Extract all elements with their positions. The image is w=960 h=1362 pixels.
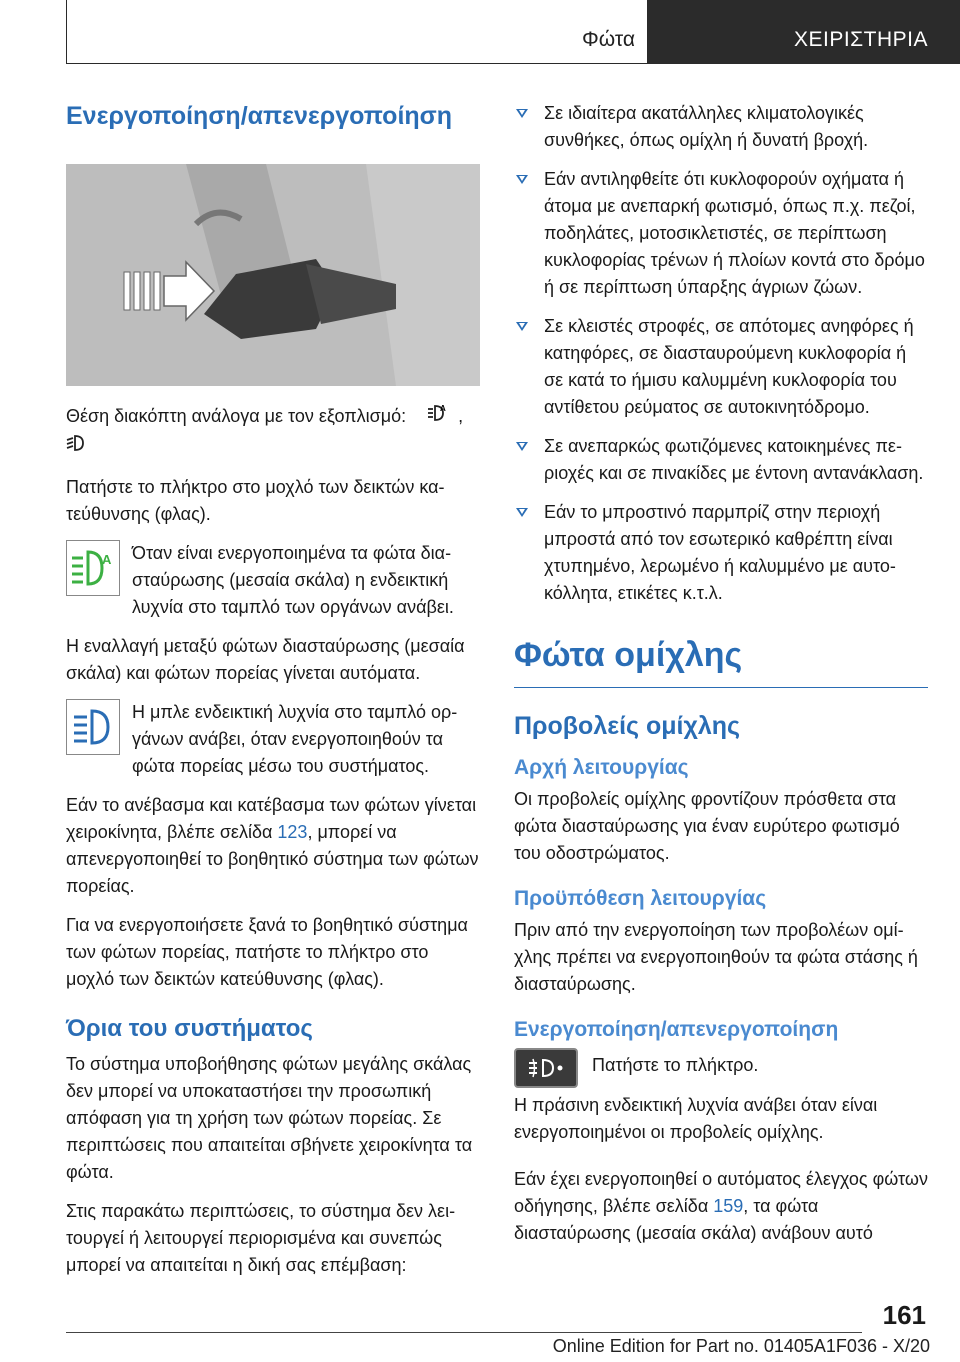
- footer-edition: Online Edition for Part no. 01405A1F036 - X/20: [552, 1336, 930, 1356]
- principle-heading: Αρχή λειτουργίας: [514, 756, 689, 779]
- list-item: Σε ανεπαρκώς φωτιζόμενες κατοικημένες περιοχές και σε πινακίδες με έντονη αντανάκλαση.: [514, 433, 928, 487]
- green-indicator-paragraph: Η πράσινη ενδεικτική λυχνία ανάβει όταν είναι ενεργοποιημένοι οι προβολείς ομίχλης.: [514, 1095, 878, 1142]
- svg-text:A: A: [102, 552, 112, 567]
- stalk-photo: [66, 164, 480, 386]
- blue-high-beam-indicator-icon: [66, 699, 120, 755]
- page-link-159[interactable]: 159: [713, 1196, 744, 1216]
- limits-paragraph-1: Το σύστημα υποβοήθησης φώτων μεγάλης σκάλας δεν μπορεί να υποκαταστήσει την προσωπική απόφαση για τη χρήση των φώτων πορείας. Σε περιπτώσεις που απαιτείται σβήνετε χειροκίνητα τα φώτα.: [66, 1054, 473, 1182]
- press-stalk-paragraph: Πατήστε το πλήκτρο στο μοχλό των δεικτών κατεύθυνσης (φλας).: [66, 477, 445, 524]
- auto-high-beam-icon: [427, 402, 449, 432]
- right-column: [514, 100, 928, 1259]
- left-column: [66, 100, 480, 1291]
- header-chapter-box: [648, 0, 960, 64]
- onoff-heading: Ενεργοποίηση/απενεργοποίηση: [66, 102, 453, 130]
- fog-lights-heading: Φώτα ομίχλης: [514, 633, 928, 688]
- fog-button-row: Πατήστε το πλήκτρο.: [514, 1048, 928, 1088]
- footer-divider: [66, 1332, 862, 1333]
- page-link-123[interactable]: 123: [277, 822, 308, 842]
- list-item: Σε κλειστές στροφές, σε απότομες ανηφόρες ή κατηφόρες, σε διασταυρούμενη κυκλοφορία ή σε κατά το ήμισυ καλυμμένη κυκλοφορία του αντίθετου ρεύματος σε αυτοκινητόδρομο.: [514, 313, 928, 421]
- header-left-box: [66, 0, 648, 64]
- prerequisite-paragraph: Πριν από την ενεργοποίηση των προβολέων ομίχλης πρέπει να ενεργοποιηθούν τα φώτα στάσης ή διασταύρωσης.: [514, 920, 918, 994]
- auto-lights-paragraph: Εάν έχει ενεργοποιηθεί ο αυτόματος έλεγχος φώτων οδήγησης, βλέπε σελίδα 159, τα φώτα διασταύρωσης (μεσαία σκάλα) ανάβουν αυτό: [514, 1169, 928, 1243]
- position-paragraph: Θέση διακόπτη ανάλογα με τον εξοπλισμό: A ,: [66, 402, 480, 462]
- reactivate-paragraph: Για να ενεργοποιήσετε ξανά το βοηθητικό σύστημα των φώτων πορείας, πατήστε το πλήκτρο στο μοχλό των δεικτών κατεύθυνσης (φλας).: [66, 915, 468, 989]
- low-beam-indicator-note: A Όταν είναι ενεργοποιημένα τα φώτα διασταύρωσης (μεσαία σκάλα) η ενδεικτική λυχνία στο ταμπλό των οργάνων ανάβει.: [66, 540, 480, 621]
- green-low-beam-indicator-icon: [66, 540, 120, 596]
- prerequisite-heading: Προϋπόθεση λειτουργίας: [514, 887, 767, 910]
- fog-lamps-heading: Προβολείς ομίχλης: [514, 712, 741, 740]
- page-number: 161: [882, 1300, 926, 1330]
- triangle-bullet-icon: [516, 442, 528, 451]
- principle-paragraph: Οι προβολείς ομίχλης φροντίζουν πρόσθετα στα φώτα διασταύρωσης για έναν ευρύτερο φωτισμό του οδοστρώματος.: [514, 789, 900, 863]
- triangle-bullet-icon: [516, 175, 528, 184]
- svg-text:A: A: [440, 404, 446, 413]
- triangle-bullet-icon: [516, 508, 528, 517]
- list-item: Εάν αντιληφθείτε ότι κυκλοφορούν οχήματα ή άτομα με ανεπαρκή φωτισμό, όπως π.χ. πεζοί, ποδηλάτες, μοτοσικλετιστές, σε περίπτωση κυκλοφορίας τρένων ή πλοίων κοντά στο δρόμο ή σε περίπτωση ύπαρξης άγριων ζώων.: [514, 166, 928, 301]
- list-item: Εάν το μπροστινό παρμπρίζ στην περιοχή μπροστά από τον εσωτερικό καθρέπτη είναι χτυπημένο, λερωμένο ή καλυμμένο με αυτοκόλλητα, ετικέτες κ.τ.λ.: [514, 499, 928, 607]
- fog-onoff-heading: Ενεργοποίηση/απενεργοποίηση: [514, 1018, 839, 1041]
- section-title: Φώτα: [582, 28, 635, 51]
- list-item: Σε ιδιαίτερα ακατάλληλες κλιματολογικές συνθήκες, όπως ομίχλη ή δυνατή βροχή.: [514, 100, 928, 154]
- triangle-bullet-icon: [516, 109, 528, 118]
- turn-signal-stalk-illustration: [66, 164, 480, 386]
- limits-heading: Όρια του συστήματος: [66, 1015, 313, 1042]
- manual-paragraph: Εάν το ανέβασμα και κατέβασμα των φώτων γίνεται χειροκίνητα, βλέπε σελίδα 123, μπορεί να απενεργοποιηθεί το βοηθητικό σύστημα των φώτων πορείας.: [66, 795, 479, 896]
- high-beam-indicator-note: Η μπλε ενδεικτική λυχνία στο ταμπλό οργάνων ανάβει, όταν ενεργοποιηθούν τα φώτα πορείας μέσω του συστήματος.: [66, 699, 480, 780]
- high-beam-assist-icon: [66, 432, 88, 462]
- chapter-title: ΧΕΙΡΙΣΤΗΡΙΑ: [793, 28, 928, 51]
- switch-paragraph: Η εναλλαγή μεταξύ φώτων διασταύρωσης (μεσαία σκάλα) και φώτων πορείας γίνεται αυτόματα.: [66, 636, 465, 683]
- limits-list: [514, 100, 928, 607]
- limits-paragraph-2: Στις παρακάτω περιπτώσεις, το σύστημα δεν λειτουργεί ή λειτουργεί περιορισμένα και συνεπώς μπορεί να απαιτείται η δική σας επέμβαση:: [66, 1201, 456, 1275]
- fog-light-button-icon: [514, 1048, 578, 1088]
- triangle-bullet-icon: [516, 322, 528, 331]
